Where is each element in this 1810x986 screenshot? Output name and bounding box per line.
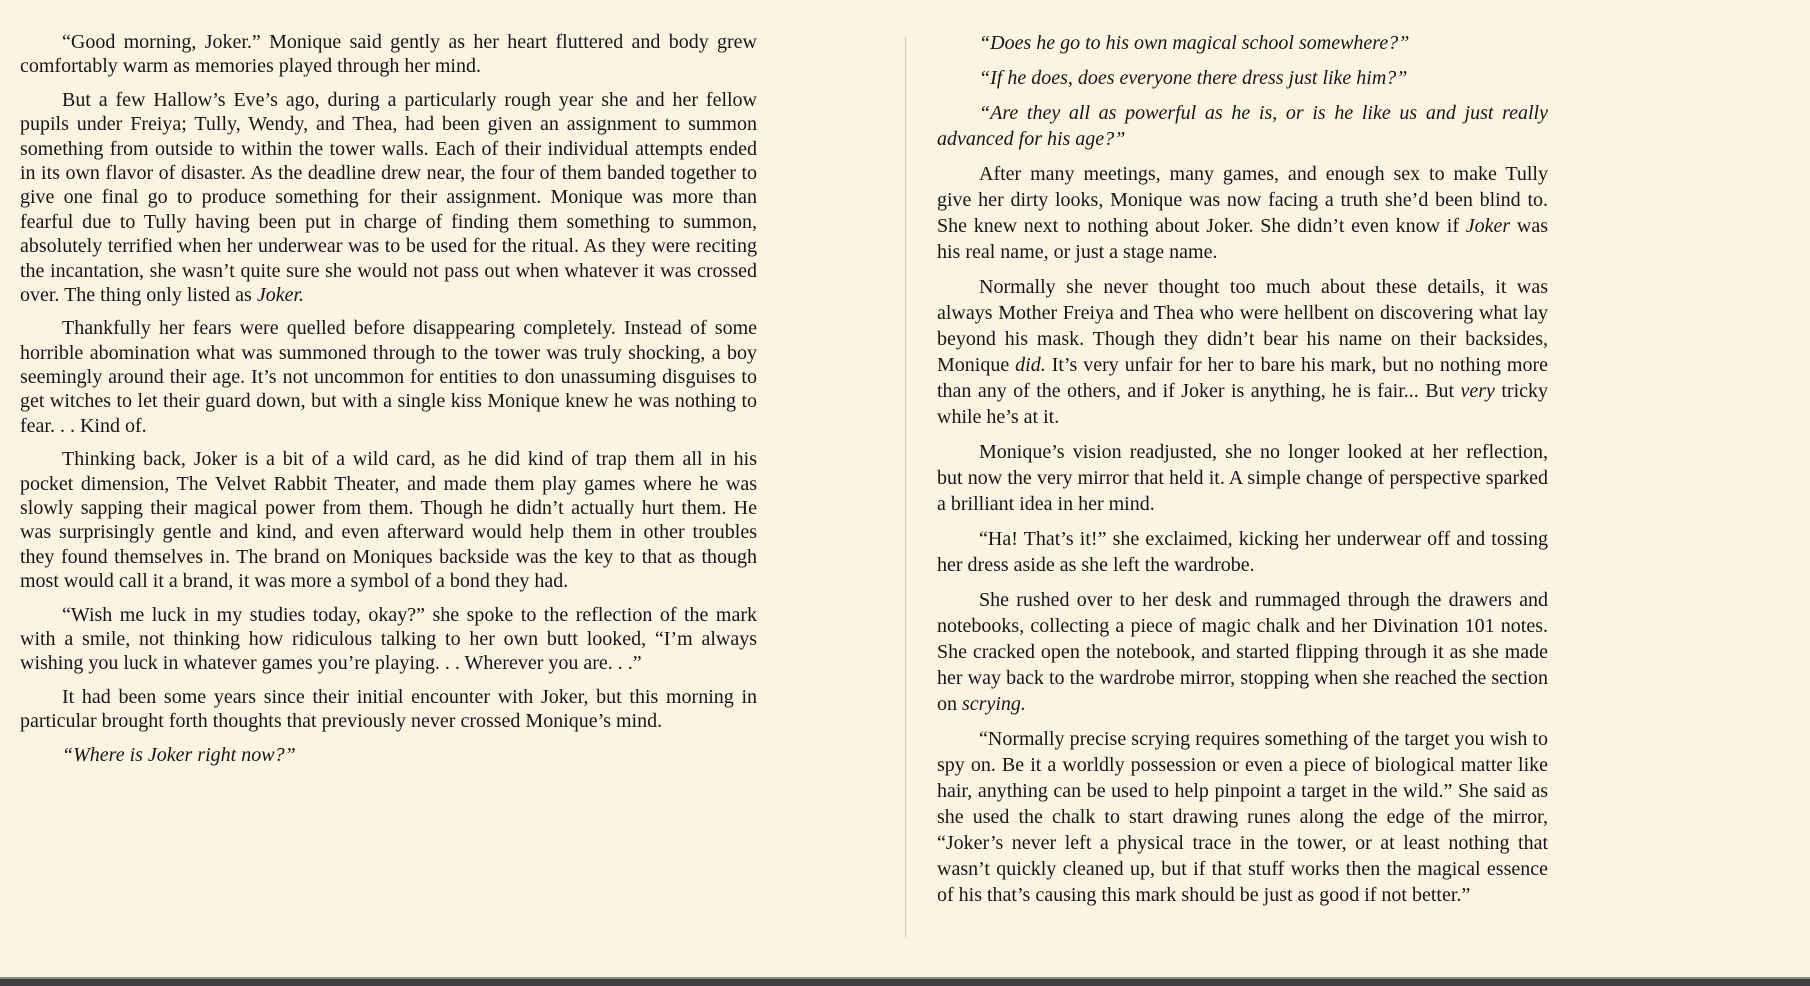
paragraph bbox=[20, 447, 757, 593]
quote-paragraph bbox=[20, 743, 757, 767]
text-run: was his real name, or just a stage name. bbox=[937, 215, 1548, 263]
text-run: It’s very unfair for her to bare his mark, but no nothing more than any of the others, and if Joker is anything, he is fair... But bbox=[937, 354, 1548, 402]
text-run: It had been some years since their initial encounter with Joker, but this morning in particular brought forth thoughts that previously never crossed Monique’s mind. bbox=[20, 685, 757, 733]
italic-run: scrying. bbox=[962, 693, 1026, 715]
paragraph bbox=[20, 603, 757, 676]
text-run: Thankfully her fears were quelled before disappearing completely. Instead of some horrible abomination what was summoned through to the tower was truly shocking, a boy seemingly around their age. It’s not uncommon for entities to don unassuming disguises to get witches to let their guard down, but with a single kiss Monique knew he was nothing to fear. . . Kind of. bbox=[20, 317, 757, 437]
italic-run: did. bbox=[1015, 354, 1046, 376]
text-run: But a few Hallow’s Eve’s ago, during a particularly rough year she and her fellow pupils under Freiya; Tully, Wendy, and Thea, had been given an assignment to summon something from outside to within the tower walls. Each of their individual attempts ended in its own flavor of disaster. As the deadline drew near, the four of them banded together to give one final go to produce something for their assignment. Monique was more than fearful due to Tully having been put in charge of finding them something to summon, absolutely terrified when her underwear was to be used for the ritual. As they were reciting the incantation, she wasn’t quite sure she would not pass out when whatever it was crossed over. The thing only listed as bbox=[20, 88, 757, 306]
page-left-content bbox=[20, 30, 757, 767]
italic-run: “If he does, does everyone there dress just like him?” bbox=[979, 67, 1408, 89]
italic-run: “Where is Joker right now?” bbox=[62, 743, 296, 766]
text-run: Monique’s vision readjusted, she no longer looked at her reflection, but now the very mirror that held it. A simple change of perspective sparked a brilliant idea in her mind. bbox=[937, 441, 1548, 515]
paragraph bbox=[20, 88, 757, 308]
column-divider bbox=[905, 37, 906, 937]
paragraph bbox=[937, 161, 1548, 265]
paragraph bbox=[20, 685, 757, 734]
italic-run: “Are they all as powerful as he is, or is he like us and just really advanced for his age?” bbox=[937, 102, 1548, 150]
paragraph bbox=[20, 316, 757, 438]
text-run: “Wish me luck in my studies today, okay?” she spoke to the reflection of the mark with a smile, not thinking how ridiculous talking to her own butt looked, “I’m always wishing you luck in whatever games you’re playing. . . Wherever you are. . .” bbox=[20, 603, 757, 675]
paragraph bbox=[937, 439, 1548, 517]
text-run: Thinking back, Joker is a bit of a wild card, as he did kind of trap them all in his pocket dimension, The Velvet Rabbit Theater, and made them play games where he was slowly sapping their magical power from them. Though he didn’t actually hurt them. He was surprisingly gentle and kind, and even afterward would help them in other troubles they found themselves in. The brand on Moniques backside was the key to that as though most would call it a brand, it was more a symbol of a bond they had. bbox=[20, 448, 757, 593]
paragraph bbox=[937, 726, 1548, 908]
text-run: After many meetings, many games, and enough sex to make Tully give her dirty looks, Monique was now facing a truth she’d been blind to. She knew next to nothing about Joker. She didn’t even know if bbox=[937, 163, 1548, 237]
paragraph bbox=[20, 30, 757, 79]
italic-run: very bbox=[1460, 380, 1495, 402]
text-run: She rushed over to her desk and rummaged through the drawers and notebooks, collecting a piece of magic chalk and her Divination 101 notes. She cracked open the notebook, and started flipping through it as she made her way back to the wardrobe mirror, stopping when she reached the section on bbox=[937, 589, 1548, 715]
text-run: Normally she never thought too much about these details, it was always Mother Freiya and Thea who were hellbent on discovering what lay beyond his mask. Though they didn’t bear his name on their backsides, Monique bbox=[937, 276, 1548, 376]
paragraph bbox=[937, 274, 1548, 430]
quote-paragraph bbox=[937, 100, 1548, 152]
bottom-bar bbox=[0, 977, 1810, 986]
italic-run: “Does he go to his own magical school somewhere?” bbox=[979, 32, 1410, 54]
paragraph bbox=[937, 587, 1548, 717]
quote-paragraph bbox=[937, 30, 1548, 56]
page-right-content bbox=[937, 30, 1548, 908]
text-run: “Good morning, Joker.” Monique said gently as her heart fluttered and body grew comfortably warm as memories played through her mind. bbox=[20, 31, 757, 78]
text-run: tricky while he’s at it. bbox=[937, 380, 1548, 428]
italic-run: Joker. bbox=[256, 283, 305, 306]
italic-run: Joker bbox=[1465, 215, 1511, 237]
text-run: “Ha! That’s it!” she exclaimed, kicking her underwear off and tossing her dress aside as she left the wardrobe. bbox=[937, 528, 1548, 576]
paragraph bbox=[937, 526, 1548, 578]
quote-paragraph bbox=[937, 65, 1548, 91]
text-run: “Normally precise scrying requires something of the target you wish to spy on. Be it a worldly possession or even a piece of biological matter like hair, anything can be used to help pinpoint a target in the wild.” She said as she used the chalk to start drawing runes along the edge of the mirror, “Joker’s never left a physical trace in the tower, or at least nothing that wasn’t quickly cleaned up, but if that stuff works then the magical essence of his that’s causing this mark should be just as good if not better.” bbox=[937, 728, 1548, 906]
